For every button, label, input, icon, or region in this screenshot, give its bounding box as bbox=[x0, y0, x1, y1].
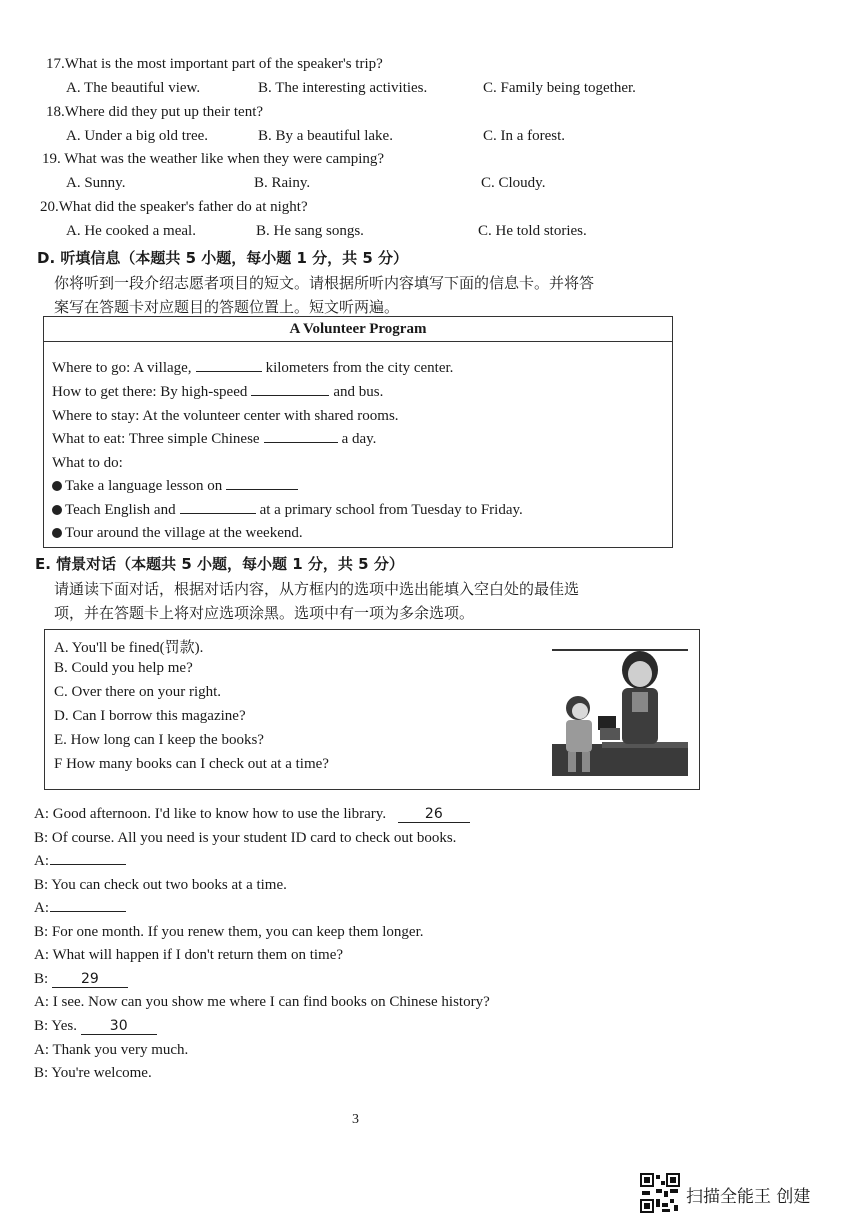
qr-code-icon bbox=[640, 1173, 680, 1213]
answer-blank-26[interactable]: 26 bbox=[398, 806, 470, 823]
card-line-what-to-do: What to do: bbox=[52, 455, 123, 471]
answer-blank-28[interactable] bbox=[50, 910, 126, 912]
question-20-option-a: A. He cooked a meal. bbox=[66, 223, 196, 239]
dialogue-line-4: B: You can check out two books at a time. bbox=[34, 877, 287, 893]
answer-blank-24[interactable] bbox=[226, 488, 298, 490]
card-label: Tour around the village at the weekend. bbox=[65, 525, 303, 541]
bullet-icon bbox=[52, 505, 62, 515]
card-label: at a primary school from Tuesday to Friday. bbox=[259, 502, 523, 518]
dialogue-line-9: A: I see. Now can you show me where I can find books on Chinese history? bbox=[34, 994, 490, 1010]
question-17-stem: 17.What is the most important part of the speaker's trip? bbox=[46, 56, 383, 72]
bullet-icon bbox=[52, 528, 62, 538]
dialogue-text: A: bbox=[34, 900, 49, 916]
answer-blank-25[interactable] bbox=[180, 512, 256, 514]
card-label: a day. bbox=[341, 431, 377, 447]
question-19-option-a: A. Sunny. bbox=[66, 175, 126, 191]
library-illustration bbox=[550, 648, 690, 778]
answer-blank-21[interactable] bbox=[196, 370, 262, 372]
dialogue-text: A: Good afternoon. I'd like to know how to use the library. bbox=[34, 806, 387, 822]
dialogue-line-1 bbox=[34, 806, 470, 823]
section-d-heading: D. 听填信息（本题共 5 小题，每小题 1 分，共 5 分） bbox=[37, 249, 409, 267]
dialogue-line-5 bbox=[34, 900, 130, 917]
dialogue-line-11: A: Thank you very much. bbox=[34, 1042, 189, 1058]
card-line-how-to-get bbox=[52, 384, 383, 401]
option-a: A. You'll be fined(罚款). bbox=[54, 640, 204, 656]
card-label: How to get there: By high-speed bbox=[52, 384, 248, 400]
section-e-instruction-line2: 项，并在答题卡上将对应选项涂黑。选项中有一项为多余选项。 bbox=[54, 604, 475, 622]
answer-blank-30[interactable]: 30 bbox=[81, 1018, 157, 1035]
dialogue-line-2: B: Of course. All you need is your student ID card to check out books. bbox=[34, 830, 457, 846]
question-18-stem: 18.Where did they put up their tent? bbox=[46, 104, 264, 120]
question-17-option-b: B. The interesting activities. bbox=[258, 80, 428, 96]
question-18-option-b: B. By a beautiful lake. bbox=[258, 128, 393, 144]
page-number: 3 bbox=[352, 1112, 359, 1127]
card-line-where-to-go bbox=[52, 360, 453, 377]
card-line-tour bbox=[52, 525, 303, 542]
option-d: D. Can I borrow this magazine? bbox=[54, 708, 246, 724]
card-label: and bus. bbox=[333, 384, 384, 400]
options-box bbox=[44, 629, 700, 790]
card-title: A Volunteer Program bbox=[44, 317, 672, 342]
volunteer-info-card bbox=[43, 316, 673, 548]
card-label: Take a language lesson on bbox=[65, 478, 223, 494]
dialogue-line-3 bbox=[34, 853, 130, 870]
answer-blank-23[interactable] bbox=[264, 441, 338, 443]
card-label: Teach English and bbox=[65, 502, 176, 518]
section-e-instruction-line1: 请通读下面对话，根据对话内容，从方框内的选项中选出能填入空白处的最佳选 bbox=[54, 580, 580, 598]
section-e-heading: E. 情景对话（本题共 5 小题，每小题 1 分，共 5 分） bbox=[35, 555, 404, 573]
dialogue-line-8 bbox=[34, 971, 128, 988]
card-label: What to eat: Three simple Chinese bbox=[52, 431, 260, 447]
card-line-where-to-stay: Where to stay: At the volunteer center with shared rooms. bbox=[52, 408, 399, 424]
question-19-stem: 19. What was the weather like when they were camping? bbox=[42, 151, 385, 167]
section-d-instruction-line1: 你将听到一段介绍志愿者项目的短文。请根据所听内容填写下面的信息卡。并将答 bbox=[54, 274, 595, 292]
answer-blank-29[interactable]: 29 bbox=[52, 971, 128, 988]
option-e: E. How long can I keep the books? bbox=[54, 732, 264, 748]
card-line-what-to-eat bbox=[52, 431, 376, 448]
dialogue-line-6: B: For one month. If you renew them, you can keep them longer. bbox=[34, 924, 424, 940]
card-line-teach-english bbox=[52, 502, 523, 519]
dialogue-text: B: bbox=[34, 971, 49, 987]
question-20-option-b: B. He sang songs. bbox=[256, 223, 364, 239]
dialogue-line-12: B: You're welcome. bbox=[34, 1065, 152, 1081]
dialogue-line-10 bbox=[34, 1018, 157, 1035]
dialogue-line-7: A: What will happen if I don't return them on time? bbox=[34, 947, 344, 963]
section-d-instruction-line2: 案写在答题卡对应题目的答题位置上。短文听两遍。 bbox=[54, 298, 400, 316]
question-18-option-a: A. Under a big old tree. bbox=[66, 128, 209, 144]
option-b: B. Could you help me? bbox=[54, 660, 193, 676]
answer-blank-22[interactable] bbox=[251, 394, 329, 396]
card-label: kilometers from the city center. bbox=[265, 360, 454, 376]
option-c: C. Over there on your right. bbox=[54, 684, 222, 700]
card-label: Where to go: A village, bbox=[52, 360, 192, 376]
scanner-brand-label: 扫描全能王 创建 bbox=[686, 1187, 811, 1207]
bullet-icon bbox=[52, 481, 62, 491]
question-17-option-c: C. Family being together. bbox=[483, 80, 636, 96]
question-19-option-c: C. Cloudy. bbox=[481, 175, 546, 191]
answer-blank-27[interactable] bbox=[50, 863, 126, 865]
dialogue-text: A: bbox=[34, 853, 49, 869]
option-f: F How many books can I check out at a time? bbox=[54, 756, 329, 772]
question-20-option-c: C. He told stories. bbox=[478, 223, 587, 239]
question-20-stem: 20.What did the speaker's father do at night? bbox=[40, 199, 308, 215]
dialogue-text: B: Yes. bbox=[34, 1018, 77, 1034]
card-line-language-lesson bbox=[52, 478, 302, 495]
question-19-option-b: B. Rainy. bbox=[254, 175, 311, 191]
question-18-option-c: C. In a forest. bbox=[483, 128, 566, 144]
question-17-option-a: A. The beautiful view. bbox=[66, 80, 201, 96]
